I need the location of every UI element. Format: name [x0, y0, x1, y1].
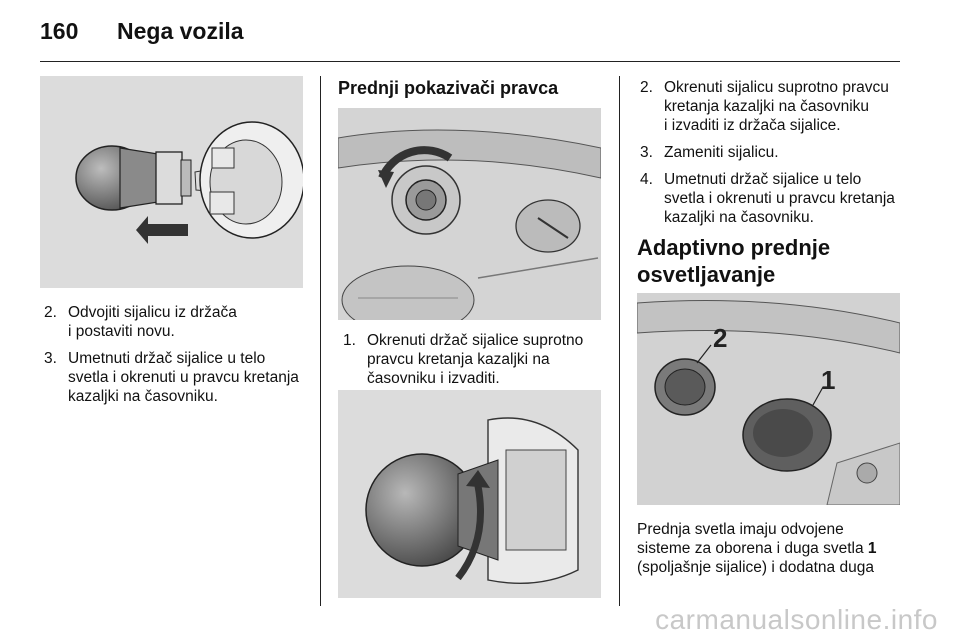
step-text: Zameniti sijalicu.	[664, 144, 779, 161]
step-item	[640, 78, 902, 135]
step-item	[343, 331, 613, 388]
page-title: Nega vozila	[117, 18, 244, 44]
heading-line-1: Adaptivno prednje	[637, 235, 831, 260]
steps-list-col2	[343, 331, 613, 396]
step-number: 4.	[640, 171, 653, 188]
step-item	[640, 143, 902, 162]
figure-adaptive-headlamp	[637, 293, 900, 505]
step-text: Umetnuti držač sijalice u telo svetla i okrenuti u pravcu kretanja kazaljki na časovniku.	[68, 350, 299, 405]
step-number: 3.	[640, 144, 653, 161]
step-item	[44, 349, 314, 406]
step-number: 1.	[343, 332, 356, 349]
headlamp-rear-illustration	[338, 108, 601, 320]
bulb-holder-rotate-illustration	[338, 390, 601, 598]
page-number: 160	[40, 18, 79, 44]
step-number: 2.	[640, 79, 653, 96]
body-bold-reference: 1	[867, 540, 877, 557]
step-number: 2.	[44, 304, 57, 321]
steps-list-col3	[640, 78, 902, 235]
step-text: Umetnuti držač sijalice u telo svetla i okrenuti u pravcu kretanja kazaljki na časovniku.	[664, 171, 895, 226]
column-divider-2	[619, 76, 620, 606]
figure-bulb-removal	[40, 76, 303, 288]
figure-turn-signal-holder	[338, 108, 601, 320]
bulb-removal-illustration	[40, 76, 303, 288]
step-item	[640, 170, 902, 227]
adaptive-lighting-body	[637, 520, 899, 577]
body-text-part-2: (spoljašnje sijalice) i dodatna duga	[637, 559, 874, 576]
adaptive-headlamp-illustration	[637, 293, 900, 505]
section-heading-turn-signals: Prednji pokazivači pravca	[338, 78, 559, 98]
step-text: Odvojiti sijalicu iz držača i postaviti novu.	[68, 304, 237, 340]
callout-number-2: 2	[713, 323, 728, 353]
heading-line-2: osvetljavanje	[637, 262, 776, 287]
step-number: 3.	[44, 350, 57, 367]
callout-number-1: 1	[821, 365, 836, 395]
step-text: Okrenuti sijalicu suprotno pravcu kretanja kazaljki na časovniku i izvaditi iz držača sijalice.	[664, 79, 889, 134]
step-text: Okrenuti držač sijalice suprotno pravcu kretanja kazaljki na časovniku i izvaditi.	[367, 332, 584, 387]
steps-list-col1	[44, 303, 314, 414]
figure-bulb-holder-rotate	[338, 390, 601, 598]
section-heading-adaptive-lighting	[637, 234, 830, 288]
body-text-part-1: Prednja svetla imaju odvojene sisteme za oborena i duga svetla	[637, 521, 864, 557]
column-divider-1	[320, 76, 321, 606]
site-watermark: carmanualsonline.info	[655, 604, 938, 635]
header-rule	[40, 61, 900, 62]
step-item	[44, 303, 314, 341]
